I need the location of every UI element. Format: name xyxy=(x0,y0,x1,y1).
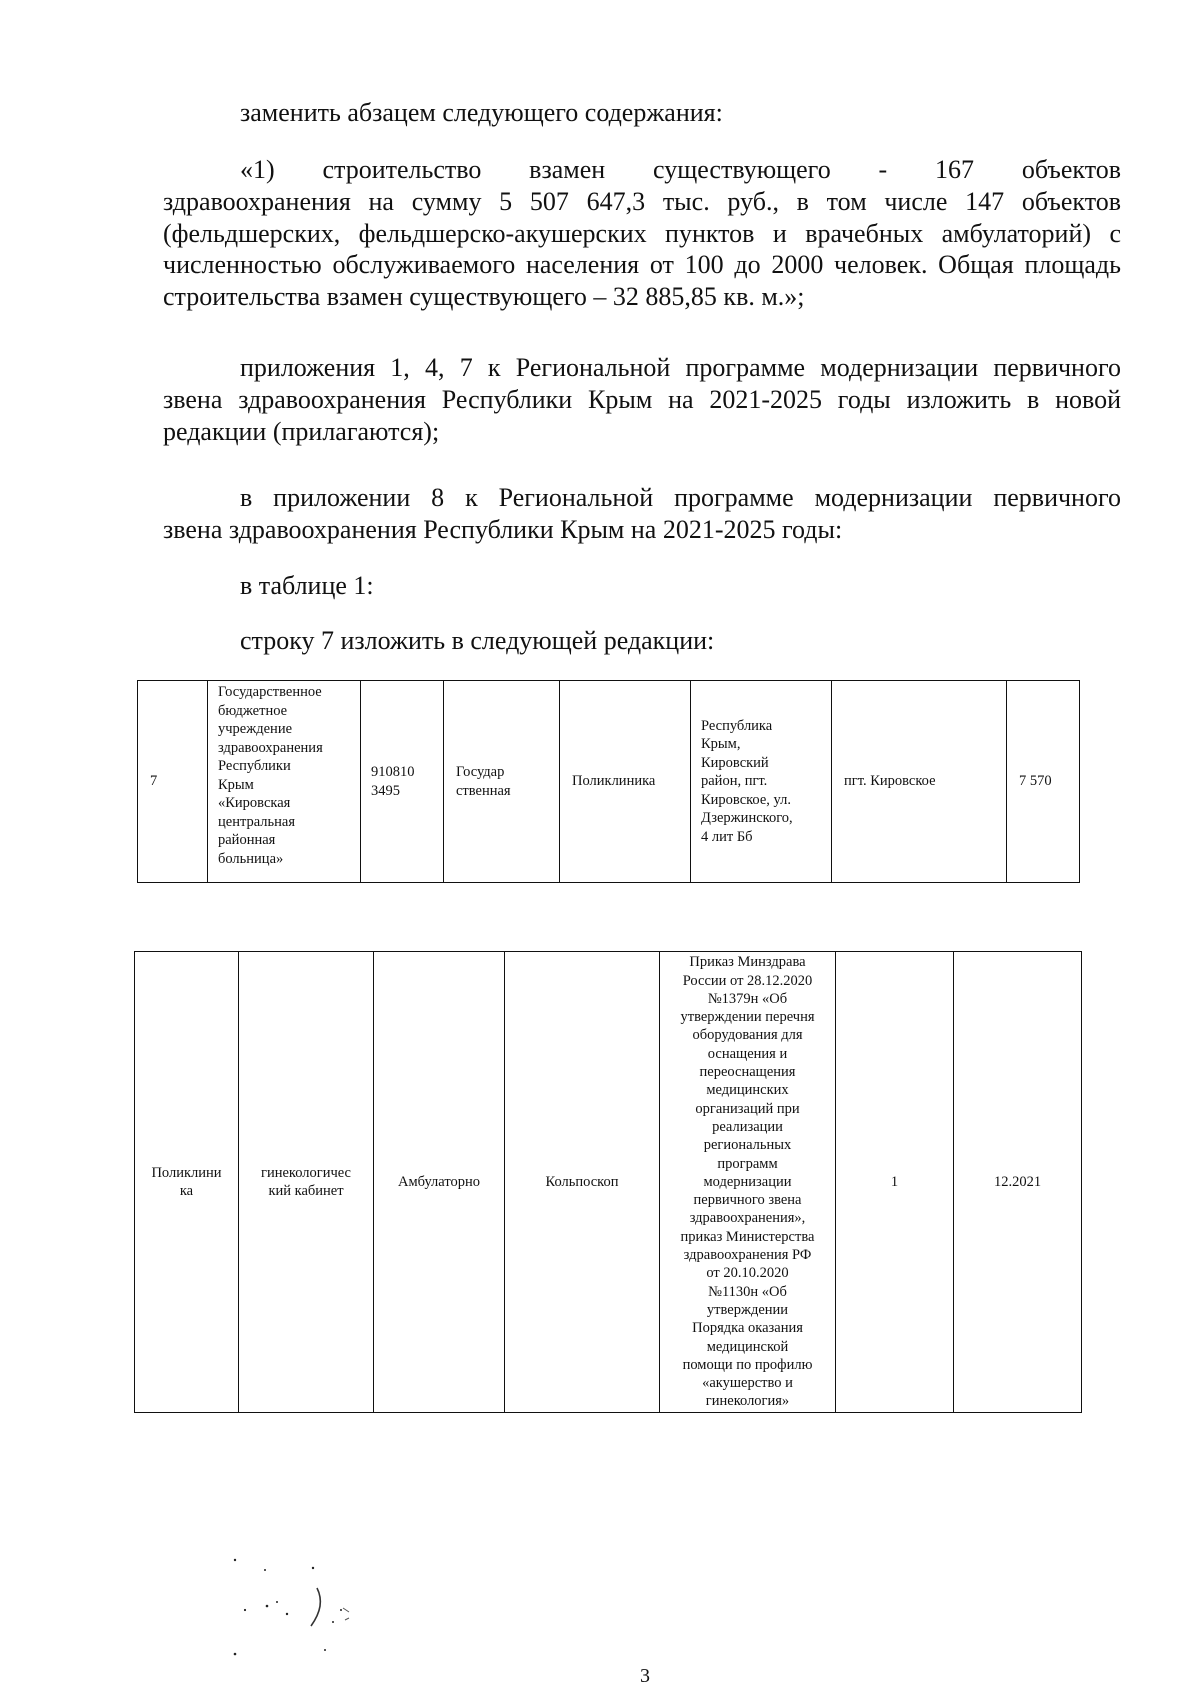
table-cell-population: 7 570 xyxy=(1007,681,1080,883)
table-cell-number: 7 xyxy=(138,681,208,883)
paragraph-row7-ref: строку 7 изложить в следующей редакции: xyxy=(240,626,715,655)
paragraph-construction-line1: «1) строительство взамен существующего - 167 объектов xyxy=(240,155,1121,184)
table-cell-care-condition: Амбулаторно xyxy=(374,952,505,1413)
table-cell-department: гинекологичес кий кабинет xyxy=(239,952,374,1413)
paragraph-appendices-body: звена здравоохранения Республики Крым на 2021-2025 годы изложить в новой редакции (прилагаются); xyxy=(163,385,1121,446)
paragraph-construction-body: здравоохранения на сумму 5 507 647,3 тыс. руб., в том числе 147 объектов (фельдшерских, фельдшерско-акушерских пунктов и врачебных амбулаторий) с численностью обслуживаемого населения от 100 до 2000 человек. Общая площадь строительства взамен существующего – 32 885,85 кв. м.»; xyxy=(163,187,1121,311)
table-cell-equipment: Кольпоскоп xyxy=(505,952,660,1413)
table-row xyxy=(138,681,1080,883)
table-cell-address: Республика Крым, Кировский район, пгт. Кировское, ул. Дзержинского, 4 лит Бб xyxy=(691,681,832,883)
table-cell-quantity: 1 xyxy=(836,952,954,1413)
paragraph-replace-intro: заменить абзацем следующего содержания: xyxy=(240,98,723,127)
table-cell-legal-basis: Приказ Минздрава России от 28.12.2020 №1379н «Об утверждении перечня оборудования для оснащения и переоснащения медицинских организаций при реализации региональных программ модернизации первичного звена здравоохранения», приказ Министерства здравоохранения РФ от 20.10.2020 №1130н «Об утверждении Порядка оказания медицинской помощи по профилю «акушерство и гинекология» xyxy=(660,952,836,1413)
table-cell-institution: Государственное бюджетное учреждение здравоохранения Республики Крым «Кировская центральная районная больница» xyxy=(208,681,361,883)
table-equipment xyxy=(134,951,1082,1413)
table-row7 xyxy=(137,680,1080,883)
page-number: 3 xyxy=(640,1665,650,1687)
paragraph-appendix8-line1: в приложении 8 к Региональной программе модернизации первичного xyxy=(240,483,1121,512)
table-row xyxy=(135,952,1082,1413)
table-cell-ownership: Государ ственная xyxy=(444,681,560,883)
paragraph-table1-ref: в таблице 1: xyxy=(240,571,374,600)
scan-marks xyxy=(225,1550,385,1670)
table-cell-inn: 910810 3495 xyxy=(361,681,444,883)
table-cell-facility-type: Поликлиника xyxy=(560,681,691,883)
table-cell-facility: Поликлини ка xyxy=(135,952,239,1413)
table-cell-locality: пгт. Кировское xyxy=(832,681,1007,883)
table-cell-date: 12.2021 xyxy=(954,952,1082,1413)
paragraph-appendices-line1: приложения 1, 4, 7 к Региональной программе модернизации первичного xyxy=(240,353,1121,382)
paragraph-appendix8-body: звена здравоохранения Республики Крым на 2021-2025 годы: xyxy=(163,515,843,544)
